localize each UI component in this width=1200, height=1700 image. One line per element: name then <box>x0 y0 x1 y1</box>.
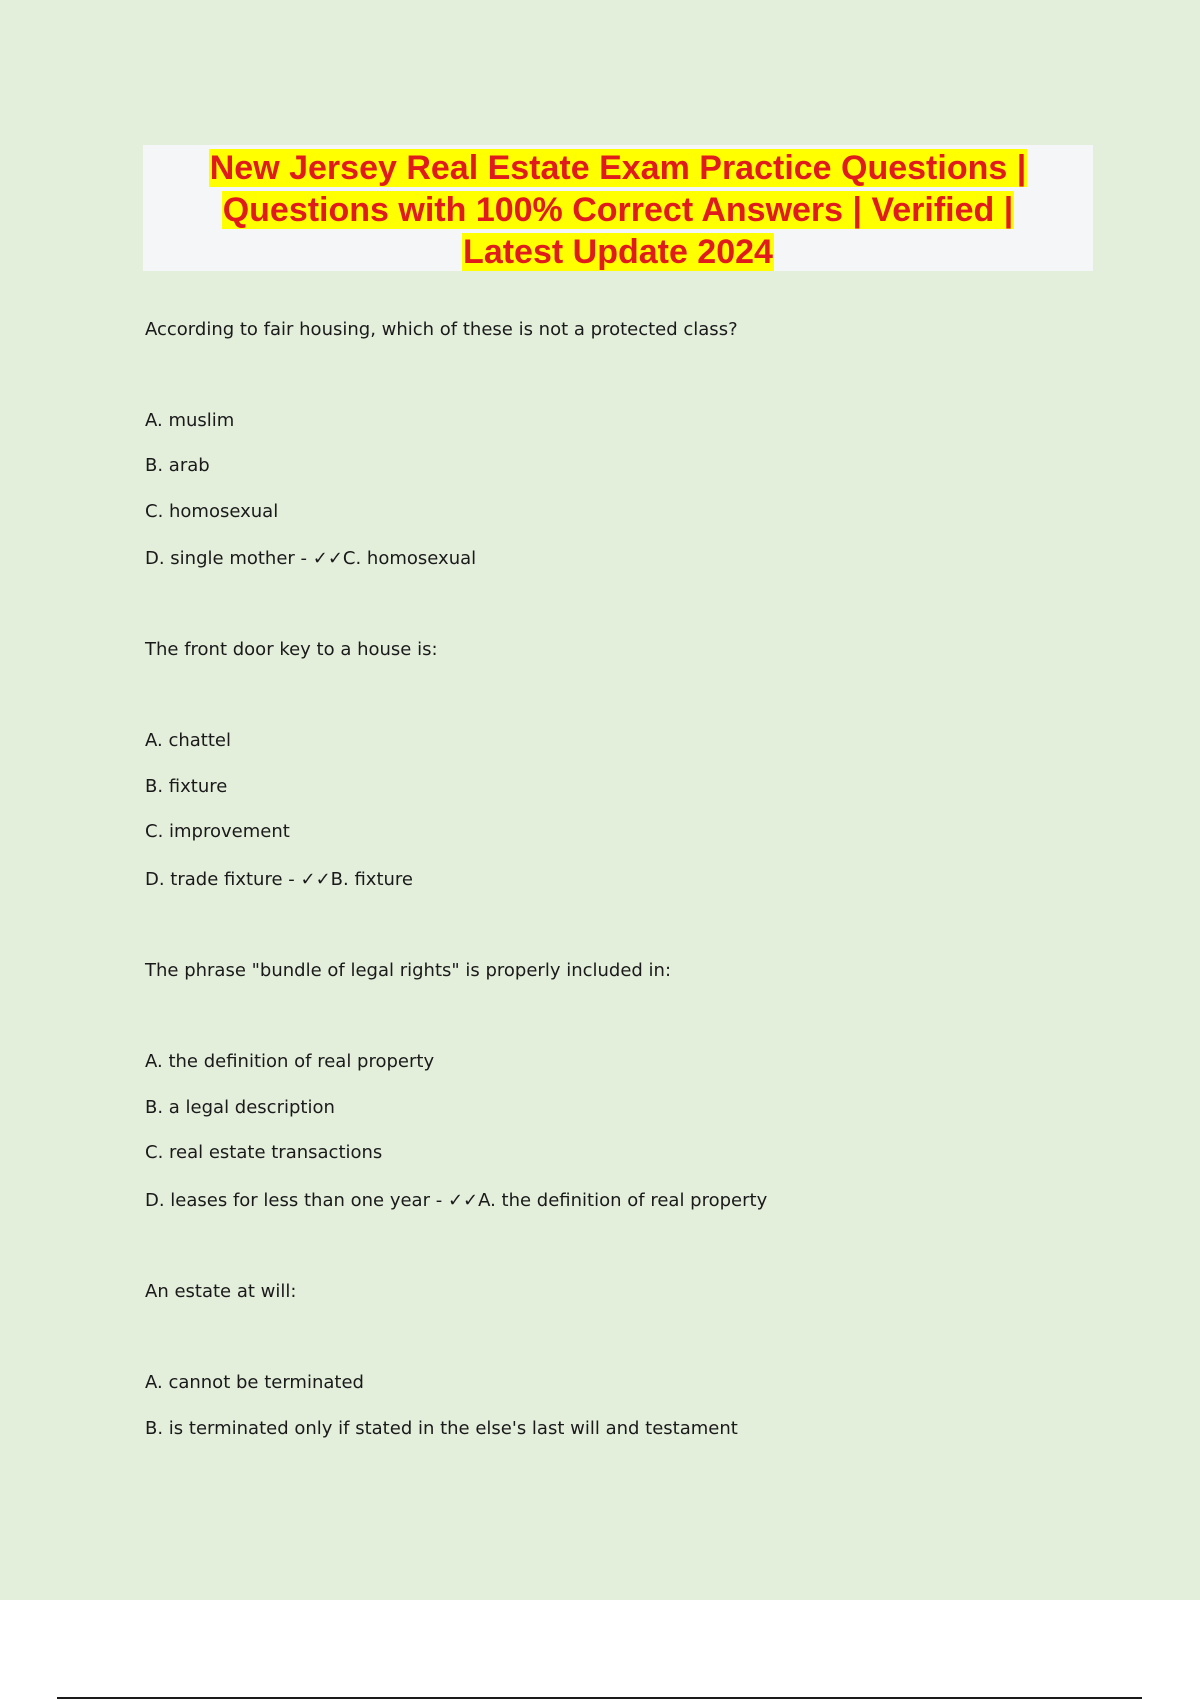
title-line-2: Questions with 100% Correct Answers | Verified | <box>222 191 1014 229</box>
footer-divider <box>57 1697 1142 1699</box>
question-3-answer: A. the definition of real property <box>478 1190 768 1211</box>
answer-check-icon: ✓✓ <box>312 548 343 569</box>
question-2-option-d <box>145 868 413 892</box>
question-1-option-c: C. homosexual <box>145 501 279 522</box>
question-4-option-b: B. is terminated only if stated in the else's last will and testament <box>145 1418 738 1439</box>
title-line-3: Latest Update 2024 <box>463 233 773 271</box>
document-title <box>143 145 1093 271</box>
title-line-1: New Jersey Real Estate Exam Practice Questions | <box>209 149 1027 187</box>
option-d-text: D. single mother - <box>145 548 313 569</box>
question-3-option-d <box>145 1189 767 1213</box>
answer-check-icon: ✓✓ <box>447 1190 479 1211</box>
question-2-text: The front door key to a house is: <box>145 639 438 660</box>
question-4-text: An estate at will: <box>145 1281 297 1302</box>
question-1-option-d <box>145 547 476 571</box>
question-1-answer: C. homosexual <box>342 548 477 569</box>
question-2-option-b: B. fixture <box>145 776 228 797</box>
question-4-option-a: A. cannot be terminated <box>145 1372 364 1393</box>
question-2-answer: B. fixture <box>330 869 413 890</box>
question-2-option-c: C. improvement <box>145 821 290 842</box>
question-3-option-c: C. real estate transactions <box>145 1142 383 1163</box>
answer-check-icon: ✓✓ <box>300 869 331 890</box>
question-1-text: According to fair housing, which of these is not a protected class? <box>145 319 738 340</box>
question-2-option-a: A. chattel <box>145 730 231 751</box>
question-3-option-a: A. the definition of real property <box>145 1051 435 1072</box>
question-3-text: The phrase "bundle of legal rights" is properly included in: <box>145 960 672 981</box>
option-d-text: D. leases for less than one year - <box>145 1190 448 1211</box>
option-d-text: D. trade fixture - <box>145 869 301 890</box>
question-1-option-b: B. arab <box>145 455 210 476</box>
question-1-option-a: A. muslim <box>145 410 235 431</box>
question-3-option-b: B. a legal description <box>145 1097 335 1118</box>
